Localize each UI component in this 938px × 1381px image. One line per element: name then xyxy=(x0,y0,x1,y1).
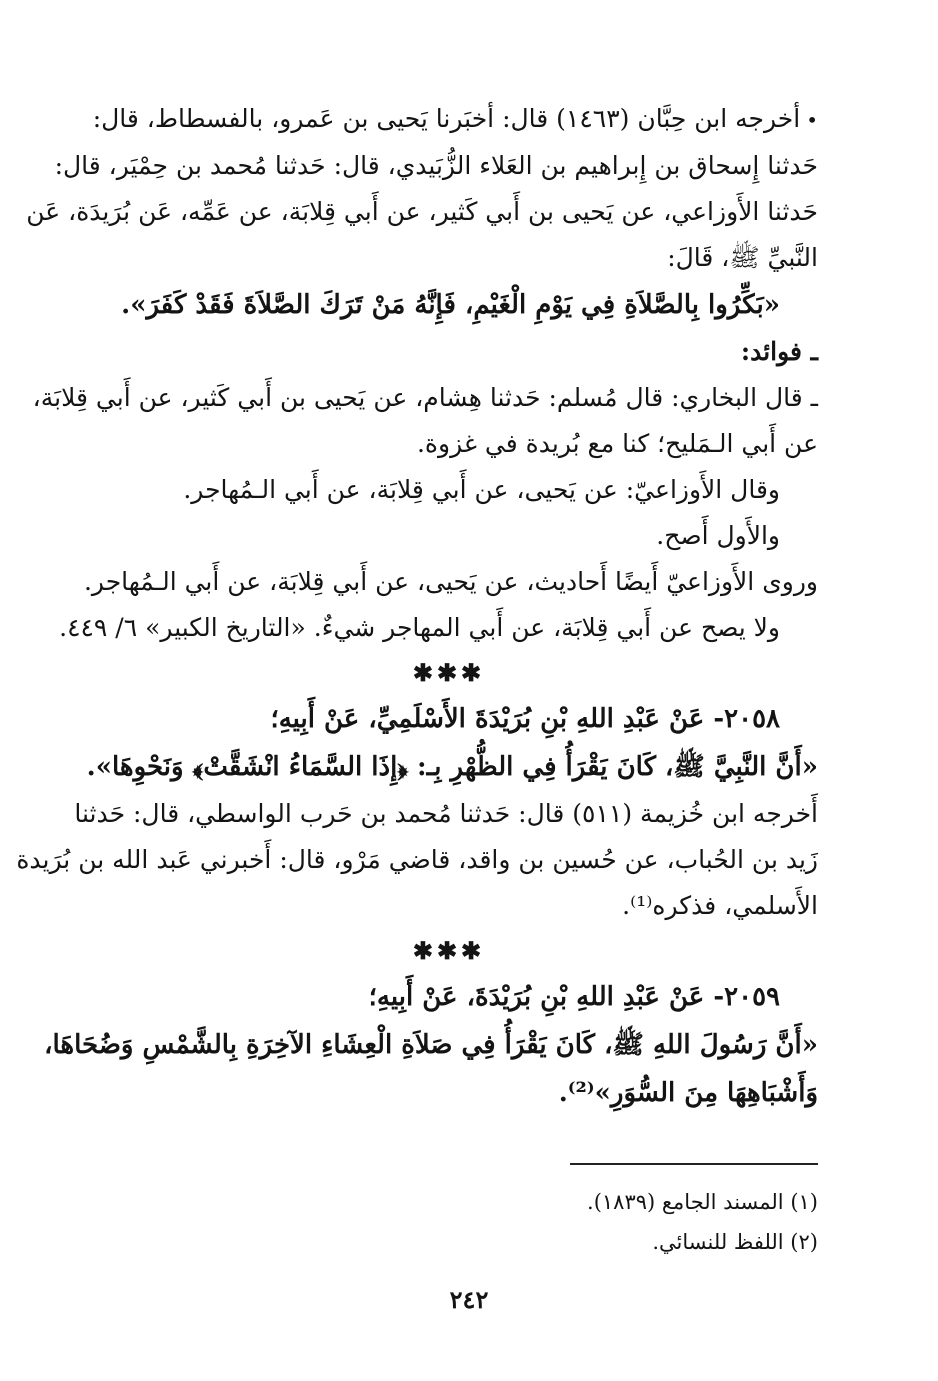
intro-line-3: حَدثنا الأَوزاعي، عن يَحيى بن أَبي كَثير، عن أَبي قِلابَة، عن عَمِّه، عَن بُرَيدَة، عَن xyxy=(26,197,818,226)
fawaid-indented-4: ولا يصح عن أَبي قِلابَة، عن أَبي المهاجر شيءٌ. «التاريخ الكبير» ٦/ ٤٤٩. xyxy=(59,613,780,642)
bullet-icon: • xyxy=(806,108,818,132)
footnotes xyxy=(80,1182,818,1262)
entry-2059-text-1: «أَنَّ رَسُولَ اللهِ ﷺ، كَانَ يَقْرَأُ فِي صَلاَةِ الْعِشَاءِ الآخِرَةِ بِالشَّمْسِ وَضُحَاهَا، xyxy=(44,1030,818,1060)
intro-line-2: حَدثنا إِسحاق بن إِبراهيم بن العَلاء الزُّبَيدي، قال: حَدثنا مُحمد بن حِمْيَر، قال: xyxy=(54,151,818,180)
fawaid-line-1: ـ قال البخاري: قال مُسلم: حَدثنا هِشام، عن يَحيى بن أَبي كَثير، عن أَبي قِلابَة، xyxy=(32,383,818,412)
intro-line-1: •أخرجه ابن حِبَّان (١٤٦٣) قال: أخبَرنا يَحيى بن عَمرو، بالفسطاط، قال: xyxy=(92,104,818,133)
entry-2058-heading: ٢٠٥٨- عَنْ عَبْدِ اللهِ بْنِ بُرَيْدَةَ الأَسْلَمِيِّ، عَنْ أَبِيهِ؛ xyxy=(270,704,780,734)
footnote-divider xyxy=(570,1163,818,1165)
entry-2058-takhrij-2: زَيد بن الحُباب، عن حُسين بن واقد، قاضي مَرْو، قال: أَخبرني عَبد الله بن بُرَيدة xyxy=(16,845,818,874)
fawaid-line-2: عن أَبي الـمَليح؛ كنا مع بُريدة في غزوة. xyxy=(416,429,818,458)
entry-2058-takhrij-1: أَخرجه ابن خُزيمة (٥١١) قال: حَدثنا مُحمد بن حَرب الواسطي، قال: حَدثنا xyxy=(74,799,818,828)
hadith-text-1: «بَكِّرُوا بِالصَّلاَةِ فِي يَوْمِ الْغَيْمِ، فَإِنَّهُ مَنْ تَرَكَ الصَّلاَةَ فَقَدْ كَفَرَ». xyxy=(121,290,780,320)
footnote-1: (١) المسند الجامع (١٨٣٩). xyxy=(587,1190,818,1214)
footnote-2: (٢) اللفظ للنسائي. xyxy=(652,1230,818,1254)
entry-2059-heading: ٢٠٥٩- عَنْ عَبْدِ اللهِ بْنِ بُرَيْدَةَ، عَنْ أَبِيهِ؛ xyxy=(368,982,780,1012)
fawaid-indented-1: وقال الأَوزاعيّ: عن يَحيى، عن أَبي قِلابَة، عن أَبي الـمُهاجر. xyxy=(183,475,780,504)
entry-2058-takhrij-3: الأَسلمي، فذكره⁽¹⁾. xyxy=(622,891,818,920)
page-body xyxy=(16,96,818,1117)
entry-2058-text: «أَنَّ النَّبِيَّ ﷺ، كَانَ يَقْرَأُ فِي الظُّهْرِ بِـ: ﴿إِذَا السَّمَاءُ انْشَقَّتْ﴾ وَنَحْوِهَا». xyxy=(86,752,818,782)
separator-2: ✱✱✱ xyxy=(412,936,486,965)
intro-line-4: النَّبيِّ ﷺ، قَالَ: xyxy=(667,243,818,272)
page-number: ٢٤٢ xyxy=(449,1285,489,1314)
fawaid-indented-3: وروى الأَوزاعيّ أَيضًا أَحاديث، عن يَحيى، عن أَبي قِلابَة، عن أَبي الـمُهاجر. xyxy=(83,567,818,596)
fawaid-heading: ـ فوائد: xyxy=(740,337,818,366)
entry-2059-text-2: وَأَشْبَاهِهَا مِنَ السُّوَرِ»⁽²⁾. xyxy=(558,1078,818,1108)
fawaid-indented-2: والأَول أَصح. xyxy=(656,521,780,550)
separator-1: ✱✱✱ xyxy=(412,658,486,687)
